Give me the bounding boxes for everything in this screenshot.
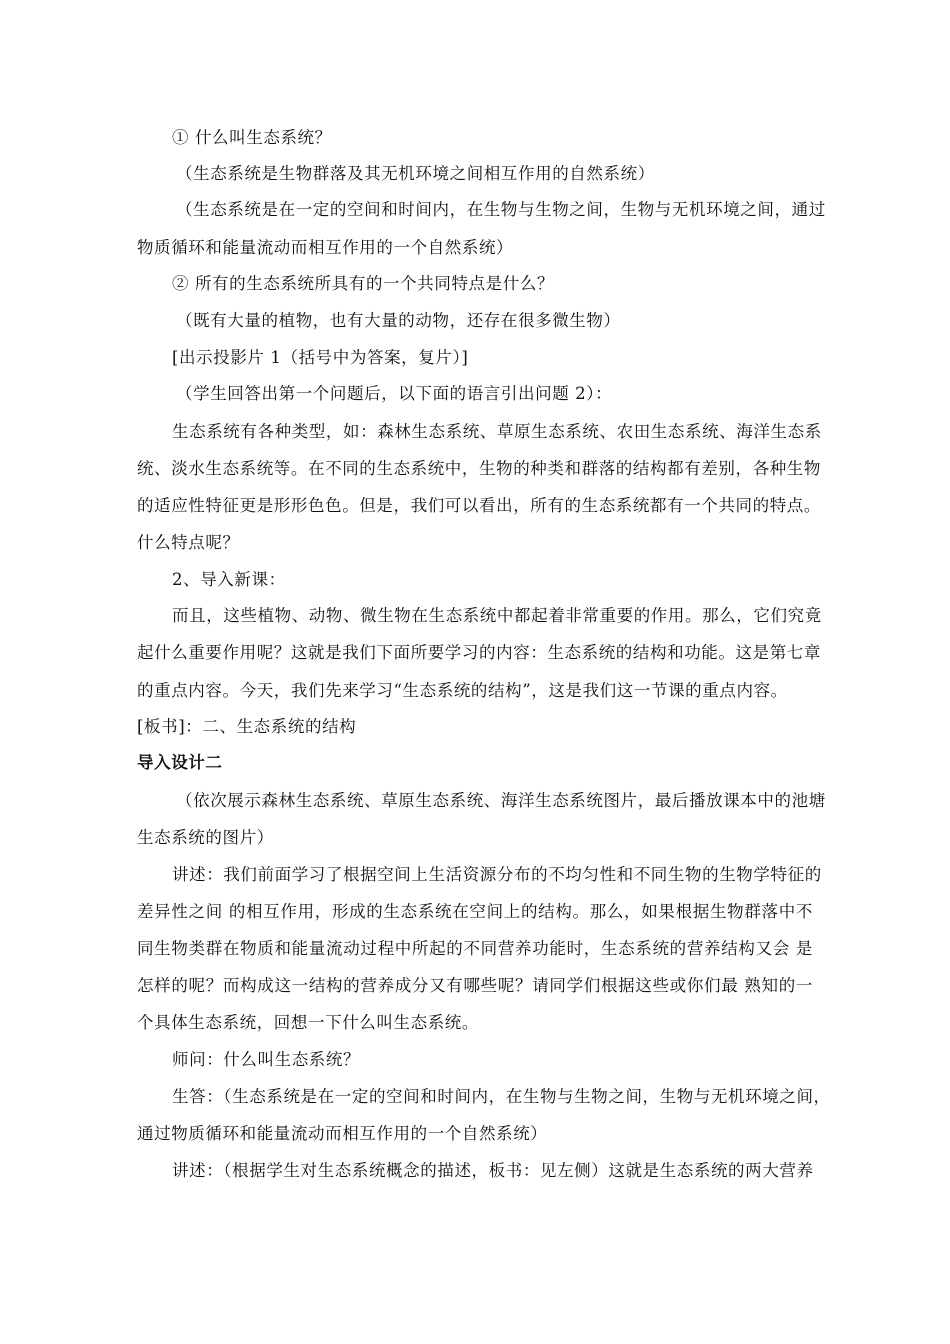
paragraph-intro-line-2: 起什么重要作用呢？这就是我们下面所要学习的内容：生态系统的结构和功能。这是第七章 <box>137 643 821 662</box>
lecture-paragraph-line-3: 同生物类群在物质和能量流动过程中所起的不同营养功能时，生态系统的营养结构又会 是 <box>137 939 813 958</box>
section-new-lesson: 2、导入新课： <box>172 570 286 589</box>
answer-1b-line-2: 物质循环和能量流动而相互作用的一个自然系统） <box>137 238 514 257</box>
question-2: ② 所有的生态系统所具有的一个共同特点是什么？ <box>172 274 555 293</box>
answer-1b-line-1: （生态系统是在一定的空间和时间内，在生物与生物之间，生物与无机环境之间，通过 <box>176 200 826 219</box>
answer-2: （既有大量的植物，也有大量的动物，还存在很多微生物） <box>176 311 621 330</box>
lecture-paragraph-line-2: 差异性之间 的相互作用，形成的生态系统在空间上的结构。那么，如果根据生物群落中不 <box>137 902 813 921</box>
teacher-question: 师问：什么叫生态系统？ <box>172 1050 361 1069</box>
lecture-paragraph-line-1: 讲述：我们前面学习了根据空间上生活资源分布的不均匀性和不同生物的生物学特征的 <box>172 865 822 884</box>
show-pictures-line-1: （依次展示森林生态系统、草原生态系统、海洋生态系统图片，最后播放课本中的池塘 <box>176 791 826 810</box>
lecture-paragraph-line-4: 怎样的呢？而构成这一结构的营养成分又有哪些呢？请同学们根据这些或你们最 熟知的一 <box>137 976 813 995</box>
paragraph-intro-line-1: 而且，这些植物、动物、微生物在生态系统中都起着非常重要的作用。那么，它们究竟 <box>172 606 822 625</box>
lecture-paragraph-line-5: 个具体生态系统，回想一下什么叫生态系统。 <box>137 1013 479 1032</box>
question-1: ① 什么叫生态系统？ <box>172 128 332 147</box>
paragraph-ecosystem-types-line-3: 的适应性特征更是形形色色。但是，我们可以看出，所有的生态系统都有一个共同的特点。 <box>137 496 821 515</box>
paragraph-ecosystem-types-line-2: 统、淡水生态系统等。在不同的生态系统中，生物的种类和群落的结构都有差别，各种生物 <box>137 459 821 478</box>
board-note: [板书]：二、生态系统的结构 <box>137 717 357 736</box>
section-heading-design-2: 导入设计二 <box>137 753 223 772</box>
paragraph-intro-line-3: 的重点内容。今天，我们先来学习“生态系统的结构”，这是我们这一节课的重点内容。 <box>137 681 788 700</box>
projection-note: [出示投影片 1（括号中为答案，复片）] <box>172 348 469 367</box>
lecture-board-line: 讲述：（根据学生对生态系统概念的描述，板书：见左侧）这就是生态系统的两大营养 <box>172 1161 814 1180</box>
paragraph-ecosystem-types-line-4: 什么特点呢？ <box>137 533 240 552</box>
paragraph-ecosystem-types-line-1: 生态系统有各种类型，如：森林生态系统、草原生态系统、农田生态系统、海洋生态系 <box>172 422 822 441</box>
student-answer-line-2: 通过物质循环和能量流动而相互作用的一个自然系统） <box>137 1124 548 1143</box>
show-pictures-line-2: 生态系统的图片） <box>137 828 274 847</box>
transition-note: （学生回答出第一个问题后，以下面的语言引出问题 2）： <box>176 384 613 403</box>
answer-1a: （生态系统是生物群落及其无机环境之间相互作用的自然系统） <box>176 164 655 183</box>
student-answer-line-1: 生答：（生态系统是在一定的空间和时间内，在生物与生物之间，生物与无机环境之间， <box>172 1087 831 1106</box>
